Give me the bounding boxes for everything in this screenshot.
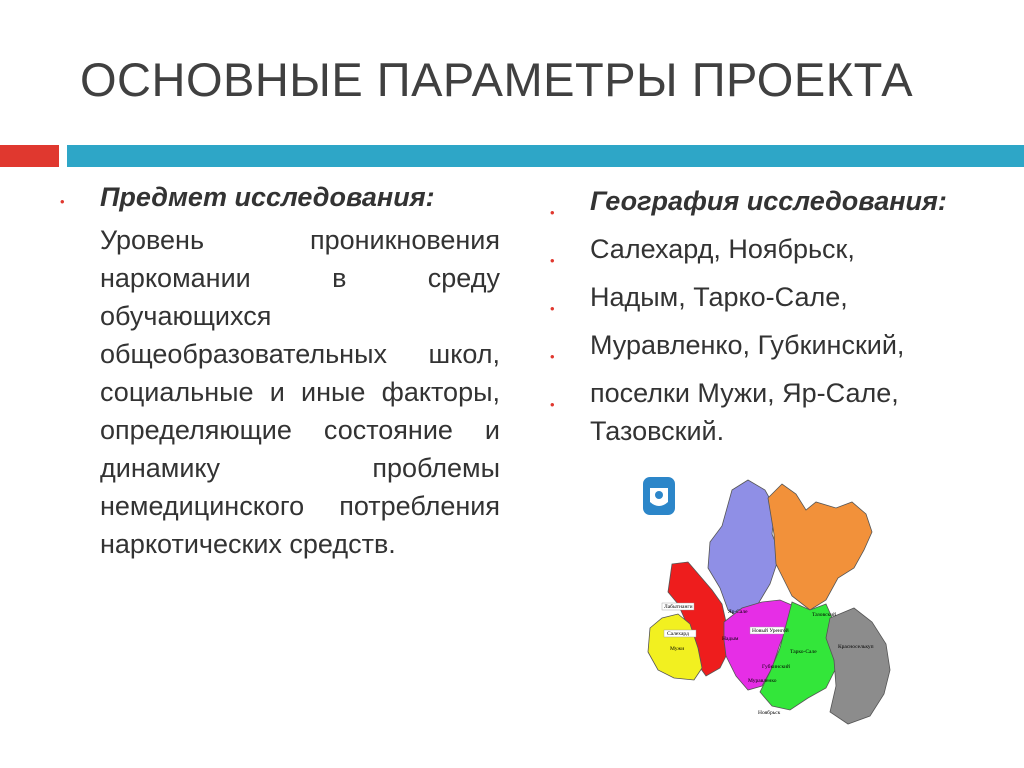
bullet-icon: • bbox=[550, 253, 555, 268]
map-label: Красноселькуп bbox=[838, 644, 874, 650]
list-item-text: Надым, Тарко-Сале, bbox=[590, 282, 848, 312]
list-item-text: Салехард, Ноябрьск, bbox=[590, 234, 855, 264]
accent-bar-blue bbox=[67, 145, 1024, 167]
bullet-icon: • bbox=[550, 397, 555, 412]
map-label: Салехард bbox=[667, 631, 689, 637]
left-heading-row bbox=[60, 182, 500, 213]
list-item-text: поселки Мужи, Яр-Сале, Тазовский. bbox=[590, 378, 899, 446]
list-item bbox=[548, 374, 1008, 450]
slide-title: ОСНОВНЫЕ ПАРАМЕТРЫ ПРОЕКТА bbox=[80, 53, 914, 106]
map-label: Надым bbox=[722, 636, 739, 642]
map-label: Муравленко bbox=[748, 678, 777, 684]
right-heading-row bbox=[548, 182, 1008, 220]
right-heading: География исследования: bbox=[590, 186, 947, 216]
map-label: Лабытнанги bbox=[664, 604, 693, 610]
list-item bbox=[548, 278, 1008, 316]
list-item bbox=[548, 326, 1008, 364]
map-label: Яр-Сале bbox=[728, 609, 748, 615]
map-region-orange bbox=[768, 484, 872, 610]
map-region-gray bbox=[826, 608, 890, 724]
emblem-icon bbox=[642, 476, 676, 516]
bullet-icon: • bbox=[550, 349, 555, 364]
region-map bbox=[640, 472, 905, 730]
bullet-icon: • bbox=[60, 194, 65, 209]
map-label: Мужи bbox=[670, 646, 685, 652]
left-body-text: Уровень проникновения наркомании в среду обучающихся общеобразовательных школ, социальные и иные факторы, определяющие состояние и динамику проблемы немедицинского потребления наркотических средств. bbox=[100, 225, 500, 559]
right-column bbox=[548, 182, 1008, 460]
bullet-icon: • bbox=[550, 301, 555, 316]
list-item-text: Муравленко, Губкинский, bbox=[590, 330, 905, 360]
accent-bar-red bbox=[0, 145, 59, 167]
list-item bbox=[548, 230, 1008, 268]
map-label: Ноябрьск bbox=[758, 710, 781, 716]
map-label: Новый Уренгой bbox=[752, 628, 789, 634]
left-heading: Предмет исследования: bbox=[100, 182, 435, 212]
map-label: Тарко-Сале bbox=[790, 649, 817, 655]
map-label: Тазовский bbox=[812, 612, 837, 618]
map-label: Губкинский bbox=[762, 664, 791, 670]
left-column bbox=[60, 182, 500, 563]
bullet-icon: • bbox=[550, 205, 555, 220]
